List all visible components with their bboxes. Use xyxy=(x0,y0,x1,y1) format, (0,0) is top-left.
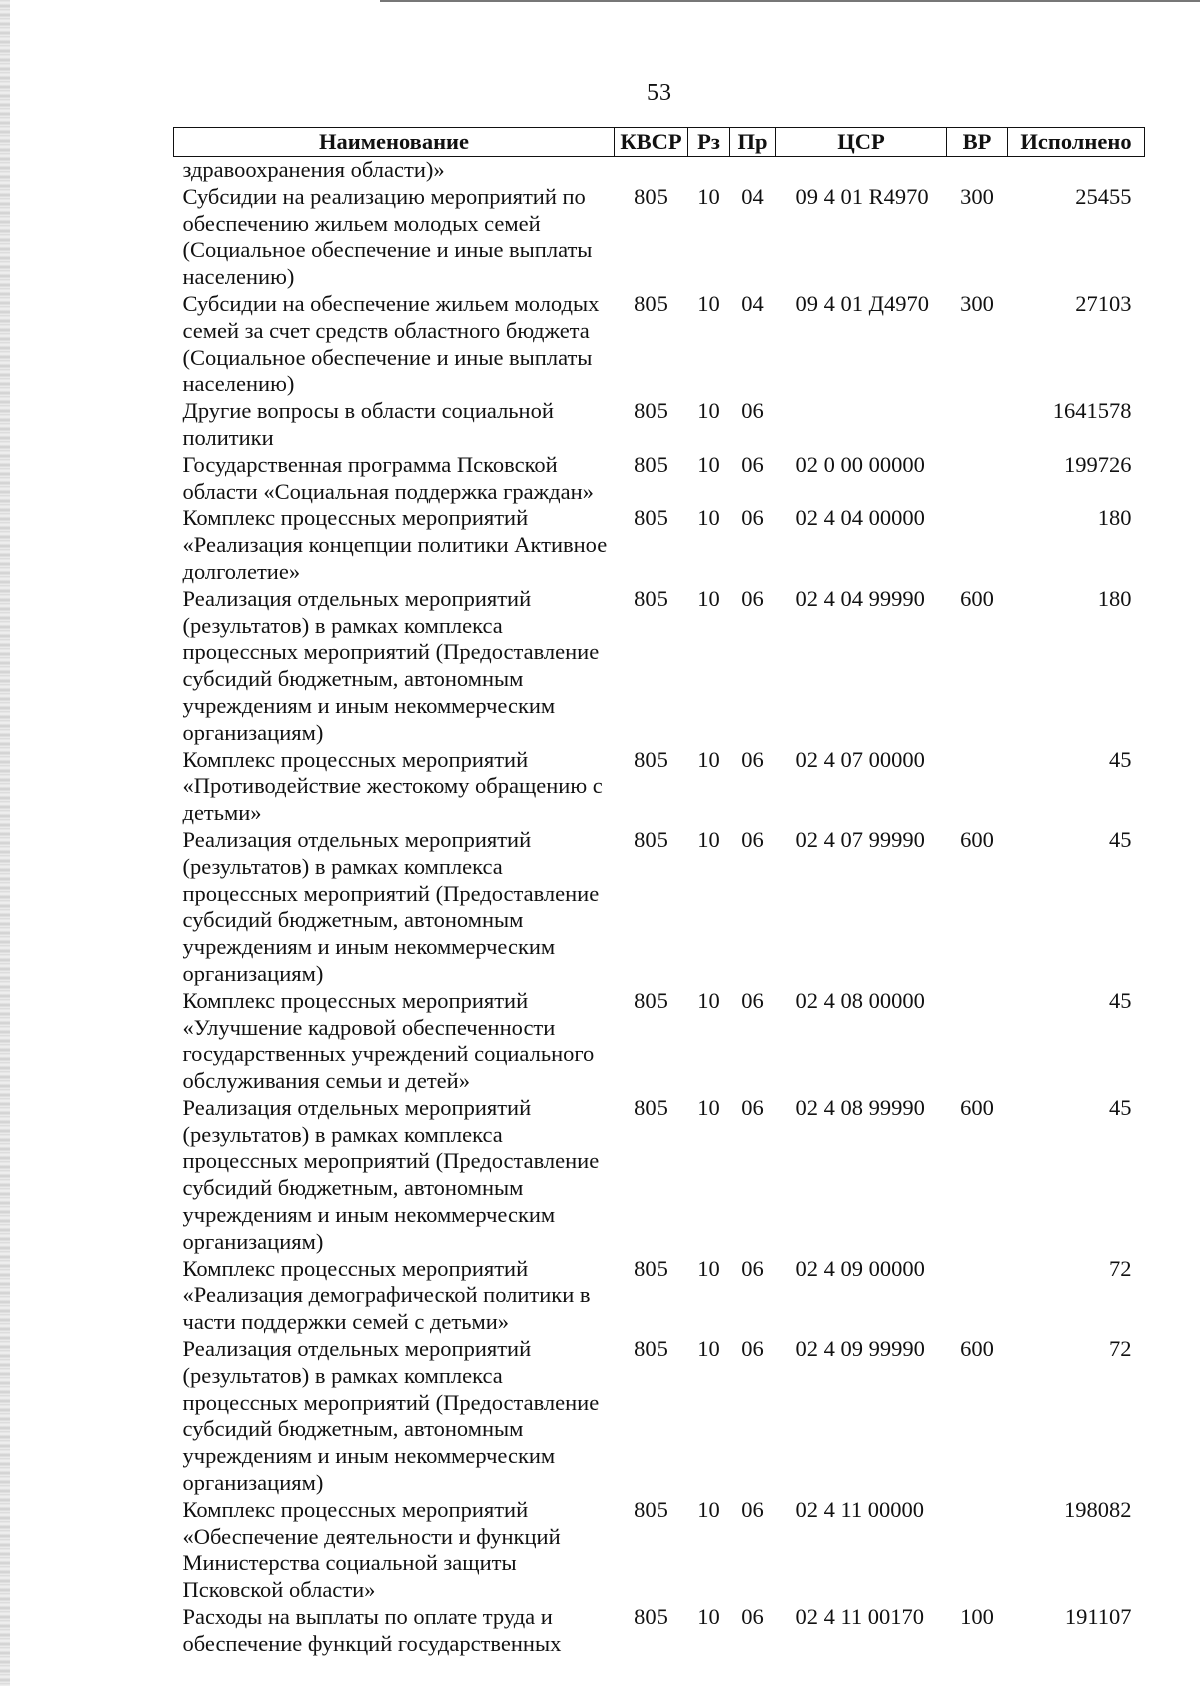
pr-cell: 06 xyxy=(741,1255,764,1281)
executed-cell: 198082 xyxy=(1064,1496,1132,1522)
name-cell: Комплекс процессных мероприятий «Обеспечение деятельности и функций Министерства социальной защиты Псковской области» xyxy=(182,1496,561,1603)
executed-cell: 191107 xyxy=(1064,1604,1132,1630)
rz-cell: 10 xyxy=(697,1094,720,1120)
kvsr-cell: 805 xyxy=(634,826,668,852)
pr-cell: 06 xyxy=(741,1336,764,1362)
page-number: 53 xyxy=(647,80,671,106)
pr-cell: 06 xyxy=(741,1604,764,1630)
name-cell: Другие вопросы в области социальной политики xyxy=(182,398,554,450)
rz-cell: 10 xyxy=(697,1496,720,1522)
vr-cell: 300 xyxy=(960,183,994,209)
pr-cell: 06 xyxy=(741,1094,764,1120)
rz-cell: 10 xyxy=(697,1336,720,1362)
executed-cell: 25455 xyxy=(1075,183,1132,209)
kvsr-cell: 805 xyxy=(634,585,668,611)
rz-cell: 10 xyxy=(697,290,720,316)
pr-cell: 06 xyxy=(741,585,764,611)
csr-cell: 02 4 08 00000 xyxy=(795,987,925,1013)
rz-cell: 10 xyxy=(697,183,720,209)
rz-cell: 10 xyxy=(697,826,720,852)
kvsr-cell: 805 xyxy=(634,1604,668,1630)
vr-cell xyxy=(947,1497,1008,1604)
name-cell: здравоохранения области)» xyxy=(182,157,445,182)
vr-cell: 300 xyxy=(960,290,994,316)
csr-cell: 02 4 04 99990 xyxy=(795,585,925,611)
vr-cell: 600 xyxy=(960,1336,994,1362)
csr-cell: 02 0 00 00000 xyxy=(795,451,925,477)
table-row xyxy=(174,291,1145,398)
csr-cell xyxy=(776,398,947,452)
name-cell: Комплекс процессных мероприятий «Реализация демографической политики в части поддержки семей с детьми» xyxy=(182,1255,591,1335)
pr-cell: 06 xyxy=(741,826,764,852)
rz-cell xyxy=(688,157,730,184)
vr-cell xyxy=(947,747,1008,827)
executed-cell: 1641578 xyxy=(1052,398,1132,424)
vr-cell: 600 xyxy=(960,1094,994,1120)
table-row xyxy=(174,1095,1145,1256)
executed-cell: 180 xyxy=(1097,585,1132,611)
table-row xyxy=(174,988,1145,1095)
rz-cell: 10 xyxy=(697,746,720,772)
kvsr-cell xyxy=(615,157,688,184)
name-cell: Комплекс процессных мероприятий «Улучшение кадровой обеспеченности государственных учреждений социального обслуживания семьи и детей» xyxy=(182,987,595,1094)
pr-cell: 06 xyxy=(741,398,764,424)
kvsr-cell: 805 xyxy=(634,505,668,531)
table-row xyxy=(174,184,1145,291)
kvsr-cell: 805 xyxy=(634,1255,668,1281)
executed-cell: 27103 xyxy=(1075,290,1132,316)
vr-cell xyxy=(947,398,1008,452)
name-cell: Расходы на выплаты по оплате труда и обеспечение функций государственных xyxy=(182,1604,562,1656)
pr-cell: 06 xyxy=(741,505,764,531)
csr-cell: 09 4 01 R4970 xyxy=(795,183,929,209)
name-cell: Реализация отдельных мероприятий (результатов) в рамках комплекса процессных мероприятий (Предоставление субсидий бюджетным, автономным учреждениям и иным некоммерческим организациям) xyxy=(182,585,600,745)
header-csr: ЦСР xyxy=(776,128,947,157)
header-kvsr: КВСР xyxy=(615,128,688,157)
vr-cell xyxy=(947,452,1008,506)
table-body xyxy=(174,157,1145,1658)
csr-cell: 02 4 09 99990 xyxy=(795,1336,925,1362)
rz-cell: 10 xyxy=(697,585,720,611)
table-row xyxy=(174,1604,1145,1658)
scan-edge-left xyxy=(0,0,10,1686)
kvsr-cell: 805 xyxy=(634,290,668,316)
table-row xyxy=(174,1256,1145,1336)
kvsr-cell: 805 xyxy=(634,1336,668,1362)
csr-cell: 02 4 11 00000 xyxy=(795,1496,925,1522)
pr-cell: 06 xyxy=(741,451,764,477)
header-row xyxy=(174,128,1145,157)
vr-cell xyxy=(947,157,1008,184)
pr-cell: 04 xyxy=(741,290,764,316)
csr-cell: 02 4 08 99990 xyxy=(795,1094,925,1120)
csr-cell xyxy=(776,157,947,184)
pr-cell xyxy=(730,157,776,184)
vr-cell xyxy=(947,988,1008,1095)
csr-cell: 02 4 11 00170 xyxy=(795,1604,925,1630)
rz-cell: 10 xyxy=(697,1255,720,1281)
table-row xyxy=(174,1497,1145,1604)
header-rz: Рз xyxy=(688,128,730,157)
table-row xyxy=(174,505,1145,585)
table-row xyxy=(174,827,1145,988)
vr-cell: 100 xyxy=(960,1604,994,1630)
name-cell: Государственная программа Псковской области «Социальная поддержка граждан» xyxy=(182,451,594,504)
kvsr-cell: 805 xyxy=(634,183,668,209)
header-vr: ВР xyxy=(947,128,1008,157)
vr-cell xyxy=(947,1256,1008,1336)
executed-cell: 199726 xyxy=(1064,451,1132,477)
executed-cell: 45 xyxy=(1109,987,1132,1013)
executed-cell xyxy=(1008,157,1145,184)
table-row xyxy=(174,157,1145,184)
kvsr-cell: 805 xyxy=(634,398,668,424)
kvsr-cell: 805 xyxy=(634,1094,668,1120)
kvsr-cell: 805 xyxy=(634,1496,668,1522)
table-row xyxy=(174,452,1145,506)
name-cell: Реализация отдельных мероприятий (результатов) в рамках комплекса процессных мероприятий (Предоставление субсидий бюджетным, автономным учреждениям и иным некоммерческим организациям) xyxy=(182,826,600,986)
vr-cell xyxy=(947,505,1008,585)
executed-cell: 45 xyxy=(1109,826,1132,852)
name-cell: Реализация отдельных мероприятий (результатов) в рамках комплекса процессных мероприятий (Предоставление субсидий бюджетным, автономным учреждениям и иным некоммерческим организациям) xyxy=(182,1094,600,1254)
name-cell: Реализация отдельных мероприятий (результатов) в рамках комплекса процессных мероприятий (Предоставление субсидий бюджетным, автономным учреждениям и иным некоммерческим организациям) xyxy=(182,1336,600,1496)
name-cell: Комплекс процессных мероприятий «Реализация концепции политики Активное долголетие» xyxy=(182,505,608,584)
executed-cell: 45 xyxy=(1109,746,1132,772)
pr-cell: 06 xyxy=(741,987,764,1013)
kvsr-cell: 805 xyxy=(634,451,668,477)
header-isp: Исполнено xyxy=(1008,128,1145,157)
table-row xyxy=(174,1336,1145,1497)
csr-cell: 02 4 04 00000 xyxy=(795,505,925,531)
pr-cell: 06 xyxy=(741,1496,764,1522)
header-pr: Пр xyxy=(730,128,776,157)
name-cell: Субсидии на реализацию мероприятий по обеспечению жильем молодых семей (Социальное обеспечение и иные выплаты населению) xyxy=(182,183,593,290)
rz-cell: 10 xyxy=(697,451,720,477)
header-name: Наименование xyxy=(174,128,615,157)
kvsr-cell: 805 xyxy=(634,746,668,772)
rz-cell: 10 xyxy=(697,1604,720,1630)
csr-cell: 02 4 07 99990 xyxy=(795,826,925,852)
kvsr-cell: 805 xyxy=(634,987,668,1013)
rz-cell: 10 xyxy=(697,505,720,531)
csr-cell: 02 4 09 00000 xyxy=(795,1255,925,1281)
pr-cell: 04 xyxy=(741,183,764,209)
executed-cell: 72 xyxy=(1109,1255,1132,1281)
name-cell: Субсидии на обеспечение жильем молодых семей за счет средств областного бюджета (Социальное обеспечение и иные выплаты населению) xyxy=(182,290,600,397)
budget-table xyxy=(173,127,1145,1658)
table-row xyxy=(174,747,1145,827)
csr-cell: 09 4 01 Д4970 xyxy=(795,290,929,316)
rz-cell: 10 xyxy=(697,987,720,1013)
table-row xyxy=(174,398,1145,452)
table-header xyxy=(174,128,1145,157)
name-cell: Комплекс процессных мероприятий «Противодействие жестокому обращению с детьми» xyxy=(182,746,603,826)
vr-cell: 600 xyxy=(960,585,994,611)
executed-cell: 45 xyxy=(1109,1094,1132,1120)
executed-cell: 180 xyxy=(1097,505,1132,531)
csr-cell: 02 4 07 00000 xyxy=(795,746,925,772)
table-row xyxy=(174,586,1145,747)
vr-cell: 600 xyxy=(960,826,994,852)
rz-cell: 10 xyxy=(697,398,720,424)
pr-cell: 06 xyxy=(741,746,764,772)
scan-edge-top xyxy=(380,0,1200,2)
executed-cell: 72 xyxy=(1109,1336,1132,1362)
